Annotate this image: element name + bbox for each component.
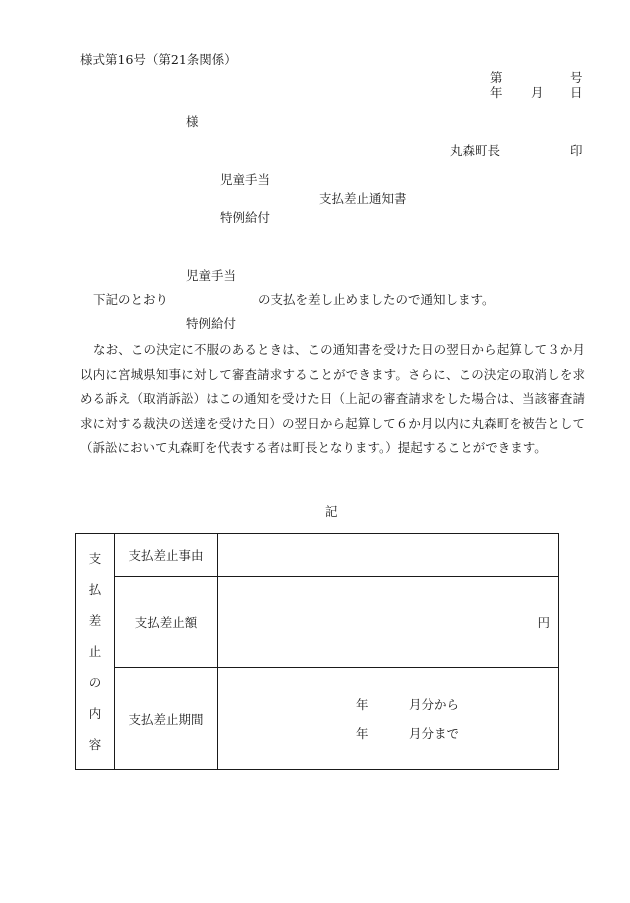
date-month: 月 xyxy=(531,85,544,100)
ref-dai: 第 xyxy=(490,70,503,85)
group-label-cell: 支 払 差 止 の 内 容 xyxy=(76,534,115,770)
title-option-2: 特例給付 xyxy=(220,210,271,225)
issuer-seal: 印 xyxy=(570,143,583,158)
title-option-1: 児童手当 xyxy=(220,172,271,187)
form-number: 様式第16号（第21条関係） xyxy=(80,52,237,67)
notice-option-1: 児童手当 xyxy=(186,268,237,283)
period-from-year: 年 xyxy=(356,697,369,712)
addressee-suffix: 様 xyxy=(186,114,199,129)
period-to-month: 月分まで xyxy=(409,726,460,741)
details-table xyxy=(75,533,559,770)
amount-label: 支払差止額 xyxy=(115,577,218,668)
notice-text-after: の支払を差し止めましたので通知します。 xyxy=(258,292,495,307)
reason-label: 支払差止事由 xyxy=(115,534,218,577)
notice-option-2: 特例給付 xyxy=(186,316,237,331)
period-from-month: 月分から xyxy=(409,697,460,712)
date-day: 日 xyxy=(570,85,583,100)
notice-text-before: 下記のとおり xyxy=(93,292,169,307)
appeal-paragraph: なお、この決定に不服のあるときは、この通知書を受けた日の翌日から起算して３か月以内に宮城県知事に対して審査請求することができます。さらに、この決定の取消しを求める訴え（取消訴訟）はこの通知を受けた日（上記の審査請求をした場合は、当該審査請求に対する裁決の送達を受けた日）の翌日から起算して６か月以内に丸森町を被告として（訴訟において丸森町を代表する者は町長となります。）提起することができます。 xyxy=(80,342,585,455)
reason-value xyxy=(218,534,559,577)
amount-unit: 円 xyxy=(218,577,559,668)
ref-go: 号 xyxy=(570,70,583,85)
date-year: 年 xyxy=(490,85,503,100)
ki-heading: 記 xyxy=(325,504,338,519)
period-label: 支払差止期間 xyxy=(115,668,218,770)
document-title: 支払差止通知書 xyxy=(319,191,407,206)
period-to-year: 年 xyxy=(356,726,369,741)
period-value xyxy=(218,668,559,770)
issuer-name: 丸森町長 xyxy=(450,143,501,158)
